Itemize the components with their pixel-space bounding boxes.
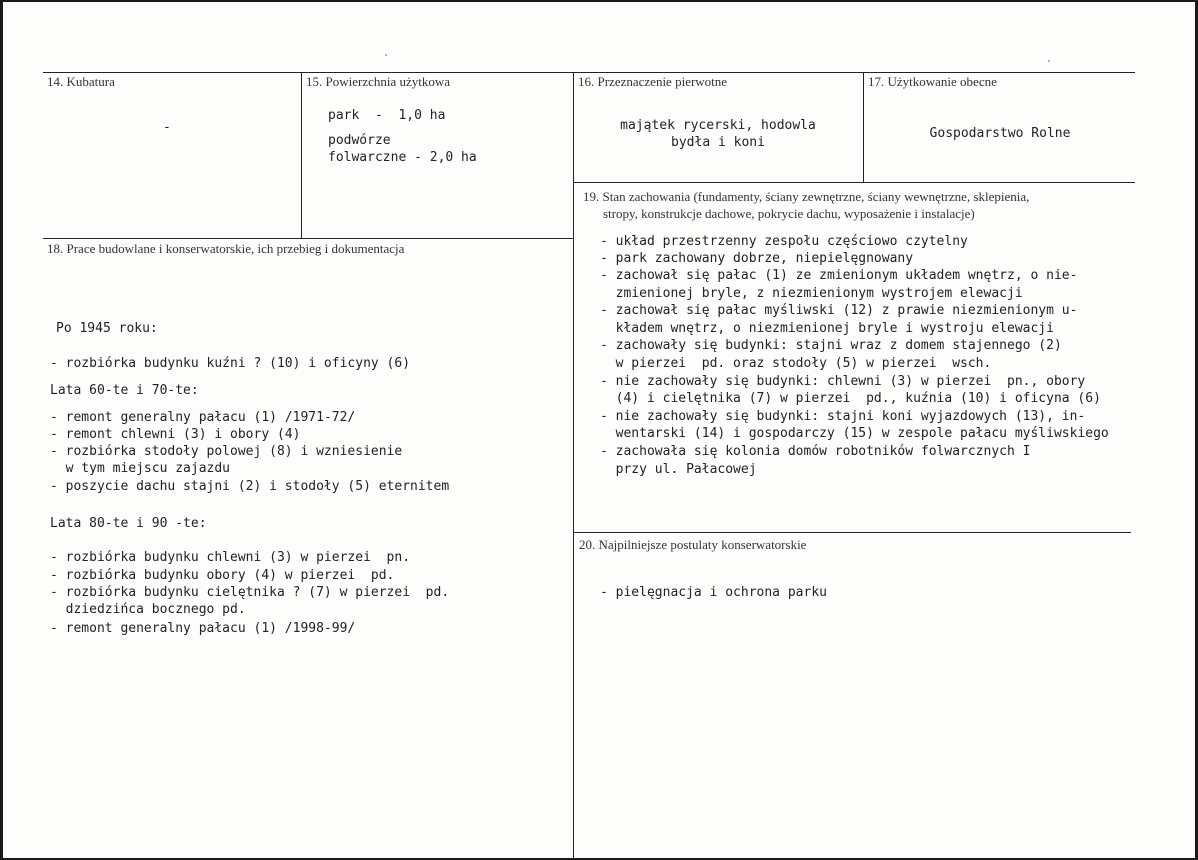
rule-under-14-15 bbox=[43, 238, 573, 239]
field-16-line: bydła i koni bbox=[671, 135, 765, 150]
field-15-line: park - 1,0 ha bbox=[328, 108, 446, 123]
field-19-line: - zachował się pałac myśliwski (12) z prawie niezmienionym u- bbox=[600, 303, 1078, 318]
speck bbox=[385, 54, 387, 56]
field-19-line: - park zachowany dobrze, niepielęgnowany bbox=[600, 251, 914, 266]
field-19-label: 19. Stan zachowania (fundamenty, ściany zewnętrzne, ściany wewnętrzne, sklepienia, bbox=[583, 189, 1030, 204]
field-19-line: kładem wnętrz, o niezmienionej bryle i wystroju elewacji bbox=[600, 321, 1054, 336]
field-14-value: - bbox=[163, 120, 171, 135]
field-19-line: - układ przestrzenny zespołu częściowo czytelny bbox=[600, 234, 968, 249]
field-18-line: - poszycie dachu stajni (2) i stodoły (5) eternitem bbox=[50, 479, 450, 494]
field-18-line: - remont generalny pałacu (1) /1998-99/ bbox=[50, 621, 356, 636]
field-20-label: 20. Najpilniejsze postulaty konserwatorskie bbox=[579, 537, 807, 552]
rule-under-19 bbox=[573, 532, 1131, 533]
field-19-line: - zachował się pałac (1) ze zmienionym układem wnętrz, o nie- bbox=[600, 268, 1078, 283]
field-15-line: folwarczne - 2,0 ha bbox=[328, 150, 477, 165]
field-18-line: - remont chlewni (3) i obory (4) bbox=[50, 427, 301, 442]
field-18-line: - rozbiórka budynku chlewni (3) w pierzei pn. bbox=[50, 550, 411, 565]
rule-under-16-17 bbox=[573, 182, 1135, 183]
field-19-line: w pierzei pd. oraz stodoły (5) w pierzei wsch. bbox=[600, 356, 992, 371]
field-18-line: Lata 60-te i 70-te: bbox=[50, 383, 199, 398]
field-15-label: 15. Powierzchnia użytkowa bbox=[306, 74, 451, 89]
field-18-line: - rozbiórka budynku cielętnika ? (7) w pierzei pd. bbox=[50, 585, 450, 600]
speck bbox=[1048, 60, 1050, 62]
field-18-line: - rozbiórka budynku obory (4) w pierzei pd. bbox=[50, 568, 395, 583]
field-19-line: wentarski (14) i gospodarczy (15) w zespole pałacu myśliwskiego bbox=[600, 426, 1109, 441]
field-19-line: - zachowały się budynki: stajni wraz z domem stajennego (2) bbox=[600, 338, 1062, 353]
field-15-line: podwórze bbox=[328, 133, 391, 148]
field-18-line: Lata 80-te i 90 -te: bbox=[50, 516, 207, 531]
field-19-line: - nie zachowały się budynki: stajni koni wyjazdowych (13), in- bbox=[600, 409, 1086, 424]
field-18-line: dziedzińca bocznego pd. bbox=[50, 602, 246, 617]
rule-v-14-15 bbox=[301, 72, 302, 238]
rule-v-16-17 bbox=[863, 72, 864, 182]
field-16-label: 16. Przeznaczenie pierwotne bbox=[578, 74, 728, 89]
field-19-line: (4) i cielętnika (7) w pierzei pd., kuźnia (10) i oficyna (6) bbox=[600, 391, 1101, 406]
field-19-line: - nie zachowały się budynki: chlewni (3) w pierzei pn., obory bbox=[600, 374, 1086, 389]
field-19-label: stropy, konstrukcje dachowe, pokrycie dachu, wyposażenie i instalacje) bbox=[603, 206, 975, 221]
field-17-value: Gospodarstwo Rolne bbox=[929, 126, 1071, 141]
field-16-line: majątek rycerski, hodowla bbox=[620, 118, 816, 133]
field-18-line: w tym miejscu zajazdu bbox=[50, 461, 231, 476]
field-18-label: 18. Prace budowlane i konserwatorskie, ich przebieg i dokumentacja bbox=[47, 241, 405, 256]
rule-v-center bbox=[573, 72, 574, 860]
field-17-label: 17. Użytkowanie obecne bbox=[868, 74, 997, 89]
field-18-line: Po 1945 roku: bbox=[56, 321, 158, 336]
field-18-line: - remont generalny pałacu (1) /1971-72/ bbox=[50, 410, 356, 425]
field-19-line: zmienionej bryle, z niezmienionym wystrojem elewacji bbox=[600, 286, 1023, 301]
field-14-label: 14. Kubatura bbox=[47, 74, 115, 89]
field-18-line: - rozbiórka budynku kuźni ? (10) i oficyny (6) bbox=[50, 356, 411, 371]
field-19-line: - zachowała się kolonia domów robotników folwarcznych I bbox=[600, 444, 1031, 459]
field-20-line: - pielęgnacja i ochrona parku bbox=[600, 585, 827, 600]
rule-top bbox=[43, 72, 1135, 73]
field-19-line: przy ul. Pałacowej bbox=[600, 462, 757, 477]
field-18-line: - rozbiórka stodoły polowej (8) i wzniesienie bbox=[50, 444, 403, 459]
